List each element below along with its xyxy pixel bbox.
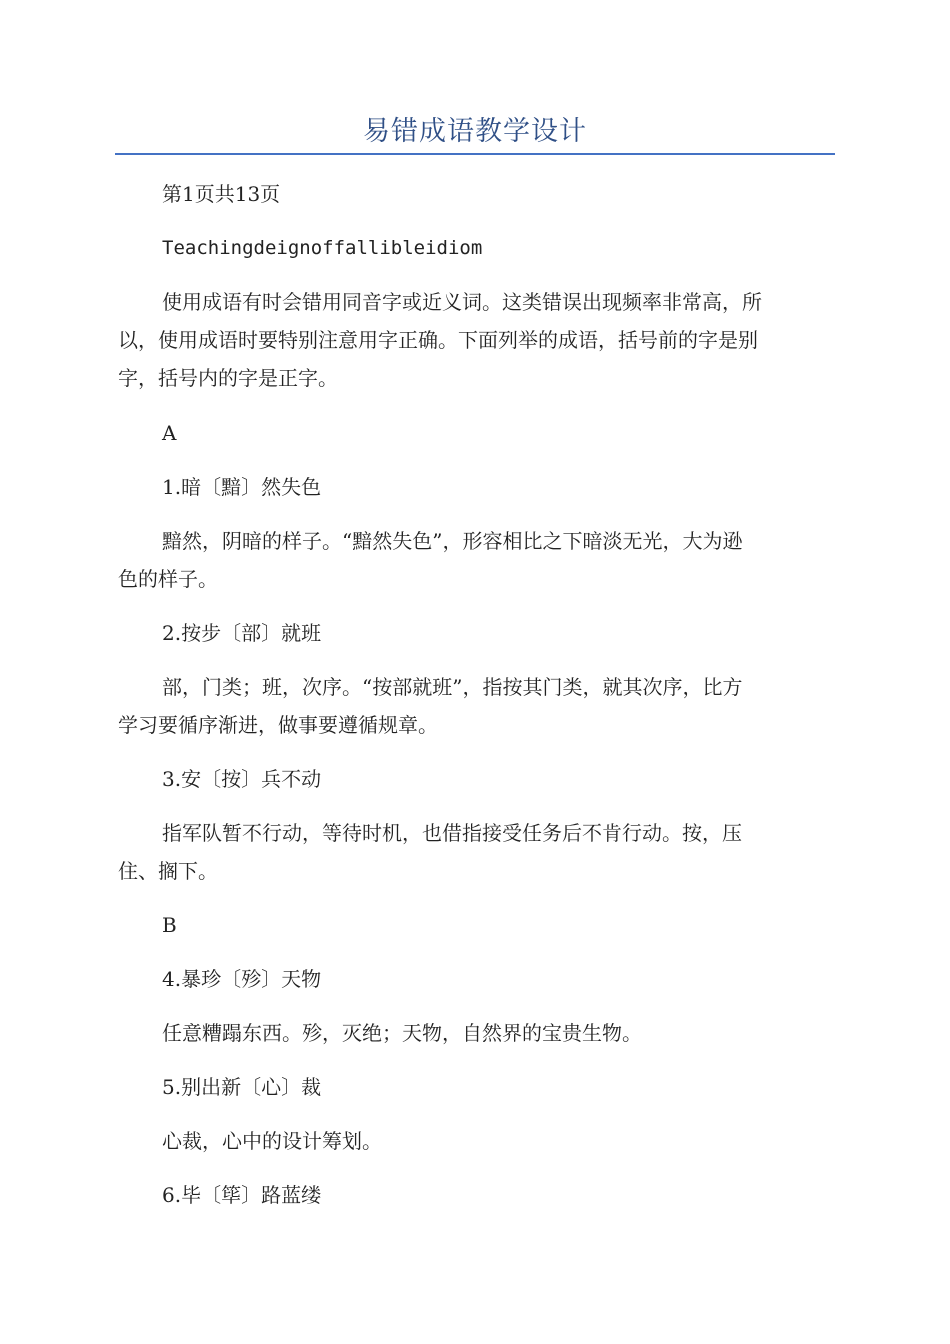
title-underline xyxy=(115,153,835,155)
idiom-desc-2-line-2: 学习要循序渐进，做事要遵循规章。 xyxy=(118,713,438,737)
idiom-desc-1-line-1: 黯然，阴暗的样子。“黯然失色”，形容相比之下暗淡无光，大为逊 xyxy=(162,529,743,553)
intro-line-2: 以，使用成语时要特别注意用字正确。下面列举的成语，括号前的字是别 xyxy=(118,328,758,352)
idiom-desc-4: 任意糟蹋东西。殄，灭绝；天物，自然界的宝贵生物。 xyxy=(162,1021,642,1045)
idiom-title-4: 4.暴珍〔殄〕天物 xyxy=(162,967,322,991)
section-heading-b: B xyxy=(162,913,177,937)
idiom-desc-1-line-2: 色的样子。 xyxy=(118,567,218,591)
idiom-title-6: 6.毕〔筚〕路蓝缕 xyxy=(162,1183,322,1207)
idiom-title-3: 3.安〔按〕兵不动 xyxy=(162,767,322,791)
intro-line-3: 字，括号内的字是正字。 xyxy=(118,366,338,390)
idiom-title-2: 2.按步〔部〕就班 xyxy=(162,621,322,645)
idiom-title-5: 5.别出新〔心〕裁 xyxy=(162,1075,322,1099)
english-title: Teachingdeignoffallibleidiom xyxy=(162,237,483,259)
section-heading-a: A xyxy=(162,421,177,445)
idiom-desc-3-line-1: 指军队暂不行动，等待时机，也借指接受任务后不肯行动。按，压 xyxy=(162,821,742,845)
idiom-desc-2-line-1: 部，门类；班，次序。“按部就班”，指按其门类，就其次序，比方 xyxy=(162,675,743,699)
idiom-desc-5: 心裁，心中的设计筹划。 xyxy=(162,1129,382,1153)
page-info: 第1页共13页 xyxy=(162,182,281,206)
intro-line-1: 使用成语有时会错用同音字或近义词。这类错误出现频率非常高，所 xyxy=(162,290,762,314)
idiom-desc-3-line-2: 住、搁下。 xyxy=(118,859,218,883)
idiom-title-1: 1.暗〔黯〕然失色 xyxy=(162,475,322,499)
document-title: 易错成语教学设计 xyxy=(363,116,587,147)
